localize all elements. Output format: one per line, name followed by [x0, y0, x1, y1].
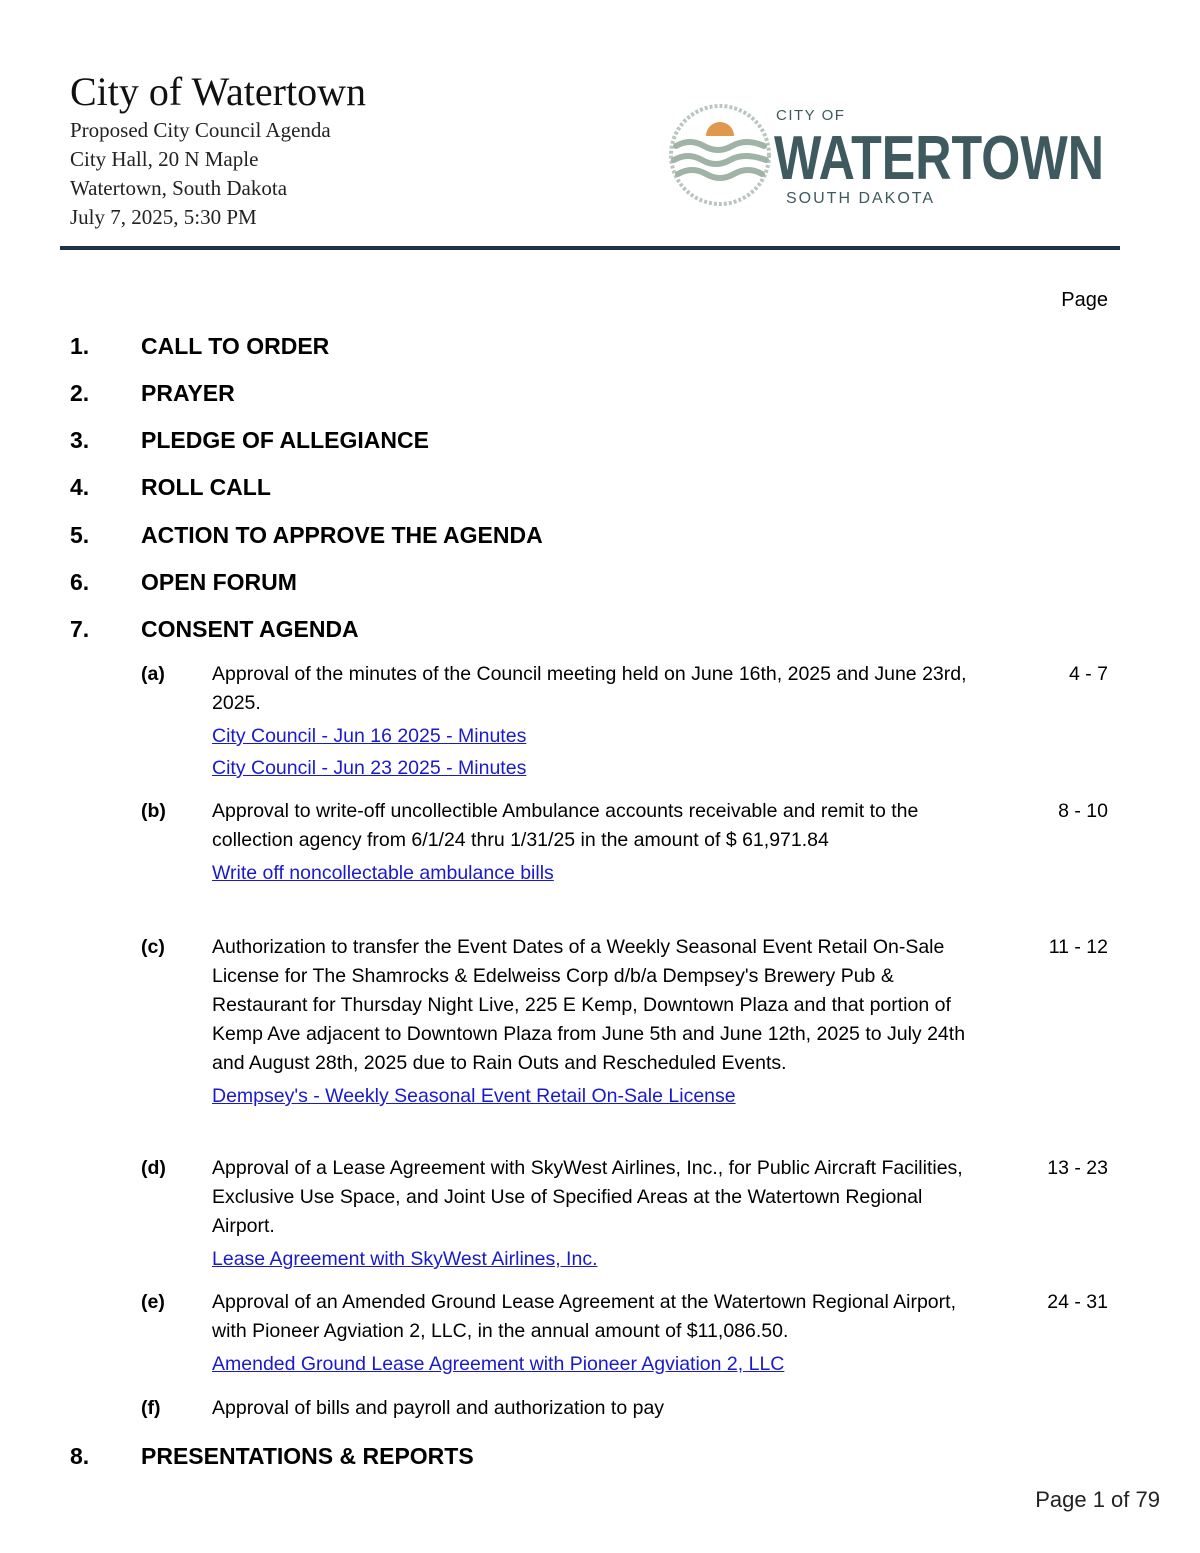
attachment-link[interactable]: Amended Ground Lease Agreement with Pioneer Agviation 2, LLC [212, 1353, 785, 1375]
section-number: 1. [70, 333, 90, 359]
consent-item-a [141, 660, 1108, 784]
header-divider [60, 246, 1120, 250]
logo-south-dakota: SOUTH DAKOTA [786, 190, 936, 207]
logo-watertown: WATERTOWN [774, 124, 1104, 193]
item-letter: (a) [141, 663, 165, 685]
item-letter: (f) [141, 1397, 161, 1419]
section-number: 3. [70, 427, 90, 453]
city-title: City of Watertown [70, 69, 366, 114]
item-pages: 24 - 31 [1047, 1291, 1108, 1313]
item-description: Approval of a Lease Agreement with SkyWest Airlines, Inc., for Public Aircraft Facilities, Exclusive Use Space, and Joint Use of Specified Areas at the Watertown Regional Airport. [212, 1157, 963, 1237]
city-logo [668, 100, 1108, 210]
section-number: 7. [70, 616, 90, 642]
item-description: Approval of the minutes of the Council meeting held on June 16th, 2025 and June 23rd, 2025. [212, 663, 967, 714]
section-title: ACTION TO APPROVE THE AGENDA [141, 522, 543, 548]
item-pages: 8 - 10 [1058, 800, 1108, 822]
section-number: 8. [70, 1443, 90, 1469]
item-letter: (c) [141, 936, 165, 958]
consent-item-c [141, 933, 1108, 1112]
meeting-location: City Hall, 20 N Maple [70, 147, 259, 171]
section-title: CONSENT AGENDA [141, 616, 359, 642]
item-pages: 4 - 7 [1068, 663, 1108, 685]
item-letter: (e) [141, 1291, 165, 1313]
section-title: PLEDGE OF ALLEGIANCE [141, 427, 429, 453]
meeting-datetime: July 7, 2025, 5:30 PM [70, 205, 257, 229]
section-number: 6. [70, 569, 90, 595]
meeting-city: Watertown, South Dakota [70, 176, 288, 200]
section-number: 2. [70, 380, 90, 406]
attachment-link[interactable]: City Council - Jun 23 2025 - Minutes [212, 757, 527, 779]
consent-item-b [141, 797, 1108, 889]
section-title: CALL TO ORDER [141, 333, 330, 359]
item-pages: 11 - 12 [1048, 936, 1108, 958]
consent-item-e [141, 1288, 1108, 1380]
section-title: OPEN FORUM [141, 569, 297, 595]
item-description: Authorization to transfer the Event Dates of a Weekly Seasonal Event Retail On-Sale License for The Shamrocks & Edelweiss Corp d/b/a Dempsey's Brewery Pub & Restaurant for Thursday Night Live, 225 E Kemp, Downtown Plaza and that portion of Kemp Ave adjacent to Downtown Plaza from June 5th and June 12th, 2025 to July 24th and August 28th, 2025 due to Rain Outs and Rescheduled Events. [212, 936, 966, 1074]
agenda-type: Proposed City Council Agenda [70, 118, 331, 142]
item-description: Approval of bills and payroll and authorization to pay [212, 1397, 665, 1419]
attachment-link[interactable]: Lease Agreement with SkyWest Airlines, Inc. [212, 1248, 598, 1270]
section-title: PRESENTATIONS & REPORTS [141, 1443, 474, 1469]
item-pages: 13 - 23 [1047, 1157, 1108, 1179]
section-title: ROLL CALL [141, 474, 271, 500]
logo-emblem-icon [671, 106, 769, 204]
attachment-link[interactable]: City Council - Jun 16 2025 - Minutes [212, 725, 527, 747]
item-description: Approval to write-off uncollectible Ambulance accounts receivable and remit to the collection agency from 6/1/24 thru 1/31/25 in the amount of $ 61,971.84 [212, 800, 919, 851]
logo-city-of: CITY OF [776, 107, 846, 124]
item-description: Approval of an Amended Ground Lease Agreement at the Watertown Regional Airport, with Pioneer Agviation 2, LLC, in the annual amount of $11,086.50. [212, 1291, 956, 1342]
section-number: 5. [70, 522, 90, 548]
item-letter: (b) [141, 800, 166, 822]
consent-item-f [141, 1394, 1108, 1423]
section-title: PRAYER [141, 380, 235, 406]
page-number: Page 1 of 79 [1035, 1487, 1160, 1512]
consent-item-d [141, 1154, 1108, 1275]
attachment-link[interactable]: Write off noncollectable ambulance bills [212, 862, 554, 884]
page-column-header: Page [1061, 289, 1108, 311]
attachment-link[interactable]: Dempsey's - Weekly Seasonal Event Retail On-Sale License [212, 1085, 736, 1107]
item-letter: (d) [141, 1157, 166, 1179]
document-header [70, 68, 366, 232]
section-number: 4. [70, 474, 90, 500]
